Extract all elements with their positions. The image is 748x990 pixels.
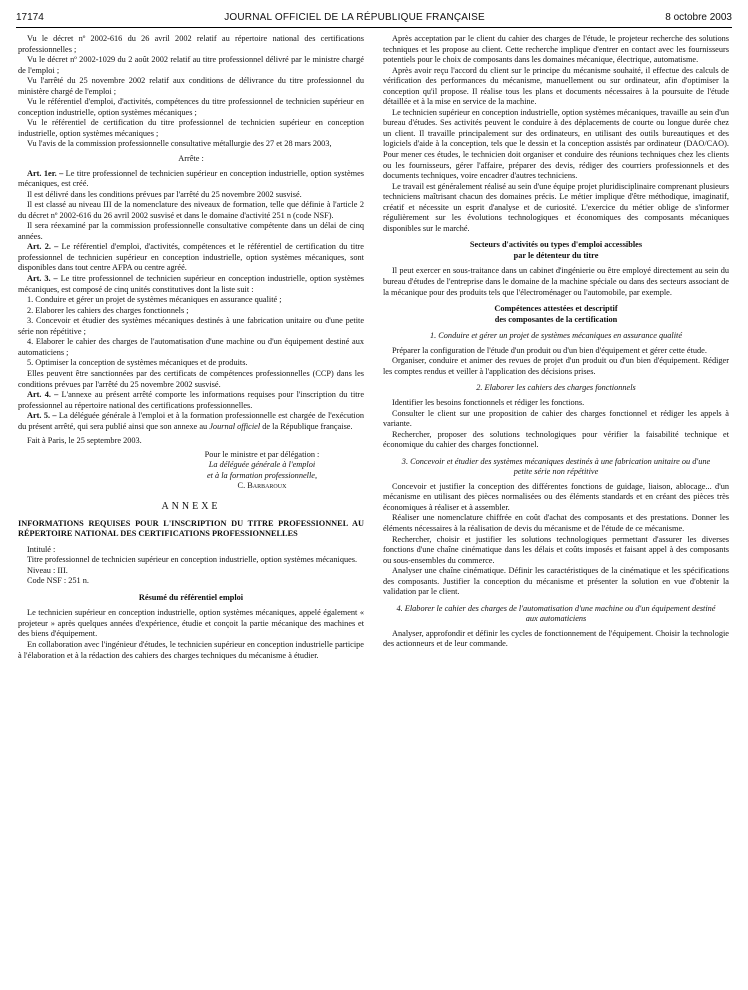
competence-3-p2: Réaliser une nomenclature chiffrée en coût d'achat des composants et des prestations. Donner les éléments nécessaires à la réalisation de devis du mécanisme et de l'étude de ce mécanisme. bbox=[383, 513, 729, 533]
right-column bbox=[383, 34, 729, 650]
unit-2: 2. Elaborer les cahiers des charges fonctionnels ; bbox=[27, 305, 189, 315]
visa-1: Vu le décret nº 2002-616 du 26 avril 2002 relatif au répertoire national des certifications professionnelles ; bbox=[18, 34, 364, 54]
secteurs-heading-line-1: Secteurs d'activités ou types d'emploi accessibles bbox=[469, 240, 643, 250]
competence-3-p3: Rechercher, choisir et justifier les solutions technologiques permettant d'assurer les diverses fonctions d'une chaîne cinématique dans les délais et coûts imposés et faisant appel à des composants ou sous-ensembles du commerce. bbox=[383, 534, 729, 565]
ccp-text: Elles peuvent être sanctionnées par des certificats de compétences professionnelles (CCP) dans les conditions prévues par l'arrêté du 25 novembre 2002 susvisé. bbox=[18, 368, 364, 389]
page-number: 17174 bbox=[16, 11, 44, 23]
article-5-journal: Journal officiel bbox=[209, 421, 261, 431]
article-2 bbox=[18, 242, 364, 274]
header-rule bbox=[16, 27, 732, 28]
article-5 bbox=[18, 411, 364, 432]
niveau: Niveau : III. bbox=[27, 565, 68, 575]
annexe-title: INFORMATIONS REQUISES POUR L'INSCRIPTION DU TITRE PROFESSIONNEL AU RÉPERTOIRE NATIONAL DES CERTIFICATIONS PROFESSIONNELLES bbox=[18, 518, 364, 539]
article-5-label: Art. 5. – bbox=[27, 411, 57, 421]
competence-2-p2: Consulter le client sur une proposition de cahier des charges fonctionnel et rédiger les appels à variante. bbox=[383, 408, 729, 429]
competence-1-title: 1. Conduire et gérer un projet de systèmes mécaniques en assurance qualité bbox=[429, 331, 683, 341]
unit-5: 5. Optimiser la conception de systèmes mécaniques et de produits. bbox=[27, 358, 248, 368]
resume-heading: Résumé du référentiel emploi bbox=[138, 592, 244, 602]
signature-line-2: La déléguée générale à l'emploi bbox=[208, 460, 316, 470]
visa-4: Vu le référentiel d'emploi, d'activités, compétences du titre professionnel de technicien supérieur en conception industrielle, option systèmes mécaniques ; bbox=[18, 97, 364, 117]
visa-2: Vu le décret nº 2002-1029 du 2 août 2002 relatif au titre professionnel délivré par le ministre chargé de l'emploi ; bbox=[18, 55, 364, 75]
competence-1-p1: Préparer la configuration de l'étude d'un produit ou d'un bien d'équipement et gérer cette étude. bbox=[392, 345, 707, 355]
resume-p1: Le technicien supérieur en conception industrielle, option systèmes mécaniques, appelé également « projeteur » après quelques années d'expérience, étudie et conçoit la partie mécanique des machines et des biens d'équipement. bbox=[18, 608, 364, 639]
secteurs-heading bbox=[383, 240, 729, 261]
visa-5: Vu le référentiel de certification du titre professionnel de technicien supérieur en conception industrielle, option systèmes mécaniques ; bbox=[18, 118, 364, 138]
article-4-text: L'annexe au présent arrêté comporte les informations requises pour l'inscription du titre professionnel au répertoire national des certifications professionnelles. bbox=[18, 390, 365, 410]
left-column bbox=[18, 34, 364, 661]
competence-2-p1: Identifier les besoins fonctionnels et rédiger les fonctions. bbox=[392, 397, 585, 407]
visa-3: Vu l'arrêté du 25 novembre 2002 relatif aux conditions de délivrance du titre professionnel du ministère chargé de l'emploi ; bbox=[18, 76, 364, 96]
article-4-label: Art. 4. – bbox=[27, 390, 59, 400]
competence-2-title: 2. Elaborer les cahiers des charges fonctionnels bbox=[476, 383, 636, 393]
article-3 bbox=[18, 274, 364, 295]
unit-1: 1. Conduire et gérer un projet de systèmes mécaniques en assurance qualité ; bbox=[27, 295, 282, 305]
competences-heading bbox=[383, 304, 729, 325]
article-5-text: La déléguée générale à l'emploi et à la formation professionnelle est chargée de l'exécution du présent arrêté, qui sera publié ainsi que son annexe au bbox=[18, 411, 365, 431]
signature-line-3: et à la formation professionnelle, bbox=[206, 470, 318, 480]
competence-4-p1: Analyser, approfondir et définir les cycles de fonctionnement de l'équipement. Choisir la technologie des actionneurs et de leur commande. bbox=[383, 628, 729, 649]
competence-3-p4: Analyser une chaîne cinématique. Définir les caractéristiques de la cinématique et les spécifications des composants. Justifier la conception du mécanisme et présenter la solution en vue d'obtenir la validation par le client. bbox=[383, 566, 729, 597]
unit-4: 4. Elaborer le cahier des charges de l'automatisation d'une machine ou d'un équipement destiné aux automaticiens ; bbox=[18, 337, 364, 357]
right-p2: Après avoir reçu l'accord du client sur le principe du mécanisme souhaité, il effectue des calculs de vérification des performances du mécanisme, manuellement ou sur ordinateur, afin d'optimiser la conception qu'il propose. Il réalise tous les plans et documents nécessaires à la poursuite de l'étude détaillée et à la mise en service de la machine. bbox=[383, 65, 729, 107]
right-p4: Le travail est généralement réalisé au sein d'une équipe projet pluridisciplinaire comprenant plusieurs techniciens maîtrisant chacun des domaines précis. Le métier implique d'être méthodique, imaginatif, créatif et nécessite un esprit d'analyse et de curiosité. L'exercice du métier oblige de s'informer régulièrement sur les évolutions technologiques et économiques des composants mécaniques disponibles sur le marché. bbox=[383, 181, 729, 233]
code-nsf: Code NSF : 251 n. bbox=[27, 576, 90, 586]
competence-2-p3: Rechercher, proposer des solutions technologiques pour vérifier la faisabilité technique et économique du cahier des charges fonctionnel. bbox=[383, 429, 729, 450]
visa-6: Vu l'avis de la commission professionnelle consultative métallurgie des 27 et 28 mars 2003, bbox=[27, 139, 332, 149]
annexe-heading: ANNEXE bbox=[161, 500, 221, 512]
publication-date: 8 octobre 2003 bbox=[665, 11, 732, 23]
intitule-label: Intitulé : bbox=[27, 544, 56, 554]
article-2-label: Art. 2. – bbox=[27, 242, 59, 252]
article-1 bbox=[18, 169, 364, 190]
article-1-p3: Il est classé au niveau III de la nomenclature des niveaux de formation, telle que définie à l'article 2 du décret nº 2002-616 du 26 avril 2002 susvisé et dans le domaine d'activité 251 n (code NSF). bbox=[18, 200, 364, 220]
article-5-end: de la République française. bbox=[260, 421, 353, 431]
article-1-label: Art. 1er. – bbox=[27, 168, 64, 178]
page-header bbox=[16, 8, 732, 26]
signature-name: C. Barbaroux bbox=[237, 481, 287, 491]
competences-heading-line-1: Compétences attestées et descriptif bbox=[494, 304, 618, 314]
fait-a-paris: Fait à Paris, le 25 septembre 2003. bbox=[27, 436, 142, 446]
article-2-text: Le référentiel d'emploi, d'activités, compétences et le référentiel de certification du titre professionnel de technicien supérieur en conception industrielle, option systèmes mécaniques, sont disponibles dans tout centre AFPA ou centre agréé. bbox=[18, 242, 364, 273]
secteurs-text: Il peut exercer en sous-traitance dans un cabinet d'ingénierie ou être employé directement au sein du bureau d'études de l'entreprise dans le domaine de la machine spéciale ou dans des secteurs associant de la mécanique pour des produits tels que l'électroménager ou l'automobile, par exemple. bbox=[383, 266, 729, 297]
competence-1-p2: Organiser, conduire et animer des revues de projet d'un produit ou d'un bien d'équipement. Rédiger les comptes rendus et veiller à l'application des décisions prises. bbox=[383, 356, 729, 376]
competence-3-p1: Concevoir et justifier la conception des différentes fonctions de guidage, liaison, ablocage... d'un mécanisme en utilisant des pièces normalisées ou des éléments standards et en créant des pièces très économiques à réaliser et à assembler. bbox=[383, 481, 729, 512]
article-3-text: Le titre professionnel de technicien supérieur en conception industrielle, option systèmes mécaniques, est composé de cinq unités constitutives dont la liste suit : bbox=[18, 274, 365, 294]
competence-3-title: 3. Concevoir et étudier des systèmes mécaniques destinés à une fabrication unitaire ou d'une petite série non répétitive bbox=[401, 456, 711, 477]
article-1-text: Le titre professionnel de technicien supérieur en conception industrielle, option systèmes mécaniques, est créé. bbox=[18, 168, 365, 189]
right-p1: Après acceptation par le client du cahier des charges de l'étude, le projeteur recherche des solutions techniques et les propose au client. Cette recherche implique d'entrer en contact avec les fournisseurs potentiels pour le choix de composants dans les domaines mécanique, électrique, automatisme. bbox=[383, 34, 729, 65]
signature-line-1: Pour le ministre et par délégation : bbox=[204, 449, 320, 459]
article-1-p4: Il sera réexaminé par la commission professionnelle consultative compétente dans un délai de cinq années. bbox=[18, 221, 364, 241]
article-1-p2: Il est délivré dans les conditions prévues par l'arrêté du 25 novembre 2002 susvisé. bbox=[27, 189, 302, 199]
article-3-label: Art. 3. – bbox=[27, 274, 58, 284]
intitule-text: Titre professionnel de technicien supérieur en conception industrielle, option systèmes mécaniques. bbox=[27, 555, 358, 565]
article-4 bbox=[18, 390, 364, 411]
secteurs-heading-line-2: par le détenteur du titre bbox=[513, 250, 599, 260]
competences-heading-line-2: des composantes de la certification bbox=[494, 314, 618, 324]
journal-title: JOURNAL OFFICIEL DE LA RÉPUBLIQUE FRANÇAISE bbox=[224, 11, 485, 23]
resume-p2: En collaboration avec l'ingénieur d'études, le technicien supérieur en conception industrielle participe à l'élaboration et à la rédaction des cahiers des charges techniques du mécanisme à étudier. bbox=[18, 639, 364, 660]
unit-3: 3. Concevoir et étudier des systèmes mécaniques destinés à une fabrication unitaire ou d'une petite série non répétitive ; bbox=[18, 316, 364, 336]
signature-block bbox=[18, 450, 364, 492]
arrete-label: Arrête : bbox=[178, 154, 204, 164]
right-p3: Le technicien supérieur en conception industrielle, option systèmes mécaniques, travaille au sein d'un bureau d'études. Ses activités peuvent le conduire à des déplacements de courte ou longue durée chez un client. Il travaille principalement sur des ordinateurs, en utilisant des outils bureautiques et des logiciels d'aide à la conception, tels que le dessin et la conception assistés par ordinateur (DAO/CAO). Pour mener ces études, le technicien doit organiser et conduire des réunions techniques chez les clients ou les fournisseurs, gérer l'affaire, préparer des devis, rédiger des courriers professionnels et des documents techniques, voire encadrer d'autres techniciens. bbox=[383, 107, 729, 181]
competence-4-title: 4. Elaborer le cahier des charges de l'automatisation d'une machine ou d'un équipement destiné aux automaticiens bbox=[396, 603, 716, 624]
